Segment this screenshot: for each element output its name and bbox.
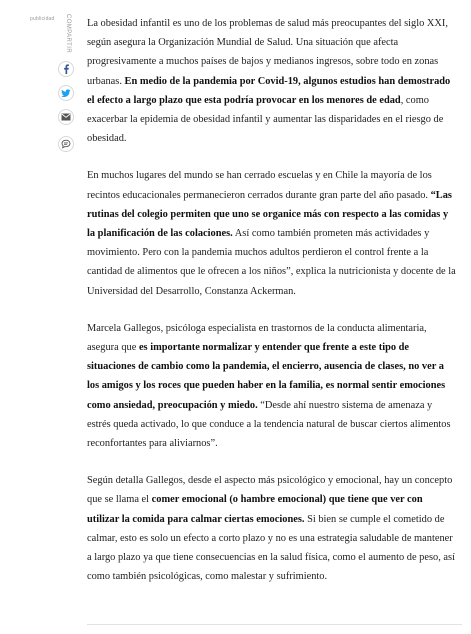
paragraph-1	[87, 14, 457, 148]
paragraph-text: Según detalla Gallegos, desde el aspecto más psicológico y emocional, hay un concepto que se llama el	[87, 475, 453, 506]
share-label: COMPARTIR	[65, 14, 71, 54]
section-divider	[87, 624, 462, 625]
paragraph-text: “Desde ahí nuestro sistema de amenaza y estrés queda activado, lo que conduce a la tendencia natural de buscar ciertos alimentos reconfortantes para aliviarnos”.	[87, 399, 451, 450]
paragraph-highlight: es importante normalizar y entender que frente a este tipo de situaciones de cambio como la pandemia, el encierro, ausencia de clases, no ver a los amigos y los roces que pueden haber en la familia, es normal sentir emociones como ansiedad, preocupación y miedo.	[87, 342, 446, 411]
facebook-icon	[62, 64, 70, 74]
email-share-button[interactable]	[58, 109, 74, 125]
paragraph-2	[87, 166, 457, 300]
paragraph-3	[87, 319, 457, 453]
paragraph-highlight: “Las rutinas del colegio permiten que uno se organice más con respecto a las comidas y la planificación de las colaciones.	[87, 189, 452, 240]
paragraph-highlight: En medio de la pandemia por Covid-19, algunos estudios han demostrado el efecto a largo plazo que esta podría provocar en los menores de edad	[87, 75, 451, 106]
paragraph-4	[87, 471, 457, 586]
article-body	[87, 14, 457, 604]
facebook-share-button[interactable]	[58, 61, 74, 77]
comment-icon	[61, 139, 71, 149]
comments-button[interactable]	[58, 136, 74, 152]
ad-label: publicidad	[30, 16, 55, 22]
paragraph-highlight: comer emocional (o hambre emocional) que tiene que ver con utilizar la comida para calmar ciertas emociones.	[87, 494, 423, 525]
paragraph-text: La obesidad infantil es uno de los problemas de salud más preocupantes del siglo XXI, según asegura la Organización Mundial de Salud. Una situación que afecta progresivamente a muchos países de bajos y medianos ingresos, sobre todo en zonas urbanas.	[87, 18, 448, 87]
paragraph-text: En muchos lugares del mundo se han cerrado escuelas y en Chile la mayoría de los recintos educacionales permanecieron cerrados durante gran parte del año pasado.	[87, 170, 432, 201]
paragraph-text: , como exacerbar la epidemia de obesidad infantil y aumentar las disparidades en el riesgo de obesidad.	[87, 94, 444, 145]
email-icon	[61, 113, 71, 121]
paragraph-text: Si bien se cumple el cometido de calmar, esto es solo un efecto a corto plazo y no es una estrategia saludable de mantener a largo plazo ya que tiene consecuencias en la salud física, como el aumento de peso, así como también psicológicas, como malestar y sufrimiento.	[87, 513, 455, 583]
paragraph-text: Marcela Gallegos, psicóloga especialista en trastornos de la conducta alimentaria, asegura que	[87, 322, 427, 354]
twitter-icon	[61, 89, 71, 98]
share-label-wrapper	[56, 14, 76, 58]
twitter-share-button[interactable]	[58, 85, 74, 101]
paragraph-text: Así como también prometen más actividades y movimiento. Pero con la pandemia muchos adultos perdieron el control frente a la cantidad de alimentos que le ofrecen a los niños”, explica la nutricionista y docente de la Universidad del Desarrollo, Constanza Ackerman.	[87, 228, 456, 297]
